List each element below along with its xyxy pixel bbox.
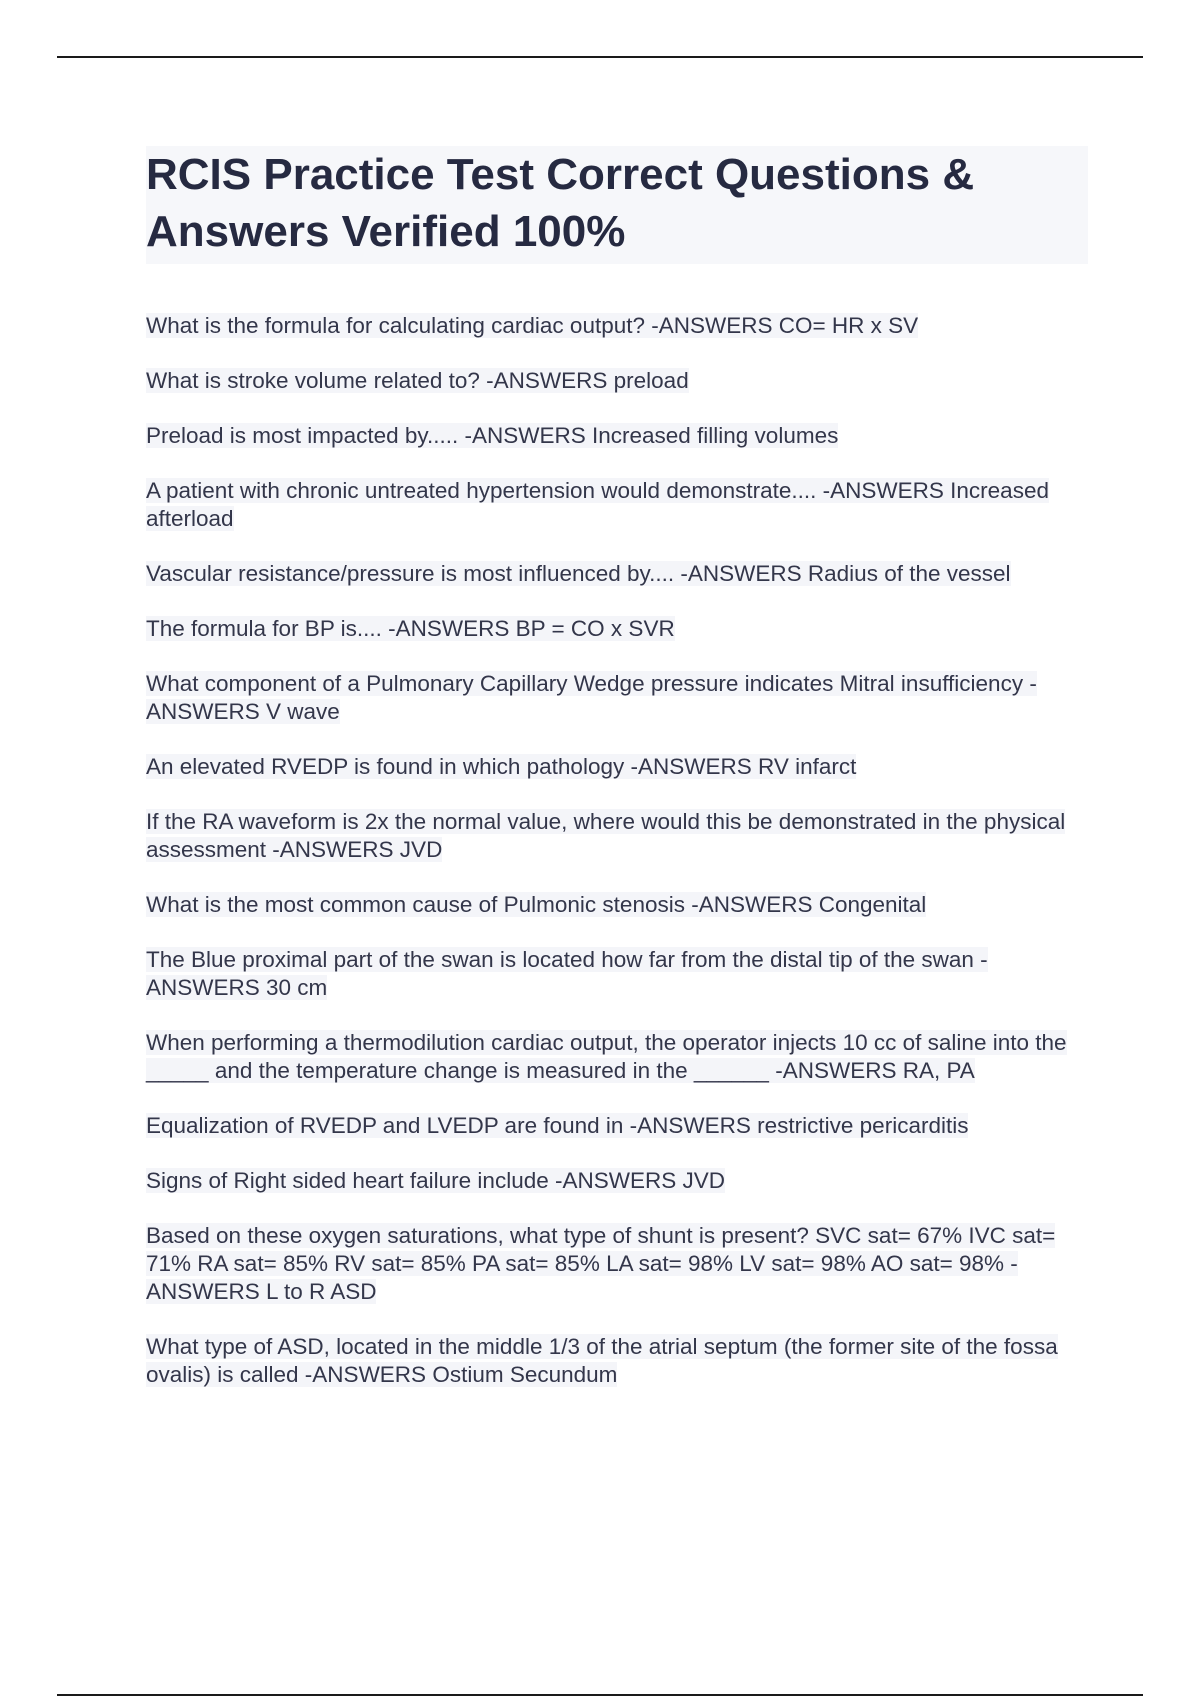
qa-item — [146, 367, 1096, 395]
qa-item-text: What type of ASD, located in the middle 1/3 of the atrial septum (the former site of the fossa ovalis) is called -ANSWERS Ostium Secundum — [146, 1334, 1058, 1387]
bottom-rule — [57, 1694, 1143, 1696]
qa-item-text: The formula for BP is.... -ANSWERS BP = CO x SVR — [146, 616, 675, 641]
qa-item-text: Preload is most impacted by..... -ANSWERS Increased filling volumes — [146, 423, 839, 448]
qa-item-text: An elevated RVEDP is found in which pathology -ANSWERS RV infarct — [146, 754, 857, 779]
top-rule — [57, 56, 1143, 58]
qa-item — [146, 422, 1096, 450]
qa-item-text: Based on these oxygen saturations, what type of shunt is present? SVC sat= 67% IVC sat= 71% RA sat= 85% RV sat= 85% PA sat= 85% LA sat= 98% LV sat= 98% AO sat= 98% -ANSWERS L to R ASD — [146, 1223, 1056, 1304]
qa-item — [146, 670, 1096, 726]
qa-item-text: A patient with chronic untreated hypertension would demonstrate.... -ANSWERS Increased afterload — [146, 478, 1049, 531]
qa-item — [146, 615, 1096, 643]
qa-item-text: The Blue proximal part of the swan is located how far from the distal tip of the swan -ANSWERS 30 cm — [146, 947, 988, 1000]
title-block — [146, 146, 1088, 264]
qa-item — [146, 753, 1096, 781]
qa-item — [146, 946, 1096, 1002]
qa-item-text: Signs of Right sided heart failure include -ANSWERS JVD — [146, 1168, 726, 1193]
qa-list — [146, 312, 1096, 1416]
page-title: RCIS Practice Test Correct Questions & Answers Verified 100% — [146, 150, 975, 256]
qa-item-text: When performing a thermodilution cardiac output, the operator injects 10 cc of saline into the _____ and the temperature change is measured in the ______ -ANSWERS RA, PA — [146, 1030, 1067, 1083]
qa-item — [146, 477, 1096, 533]
qa-item — [146, 1029, 1096, 1085]
qa-item-text: Equalization of RVEDP and LVEDP are found in -ANSWERS restrictive pericarditis — [146, 1113, 969, 1138]
qa-item — [146, 1222, 1096, 1306]
qa-item — [146, 891, 1096, 919]
qa-item-text: Vascular resistance/pressure is most influenced by.... -ANSWERS Radius of the vessel — [146, 561, 1011, 586]
qa-item — [146, 808, 1096, 864]
qa-item-text: What is stroke volume related to? -ANSWERS preload — [146, 368, 689, 393]
qa-item-text: What is the most common cause of Pulmonic stenosis -ANSWERS Congenital — [146, 892, 927, 917]
qa-item — [146, 1167, 1096, 1195]
qa-item-text: If the RA waveform is 2x the normal value, where would this be demonstrated in the physical assessment -ANSWERS JVD — [146, 809, 1066, 862]
qa-item — [146, 1333, 1096, 1389]
qa-item-text: What component of a Pulmonary Capillary Wedge pressure indicates Mitral insufficiency -ANSWERS V wave — [146, 671, 1037, 724]
qa-item — [146, 560, 1096, 588]
qa-item-text: What is the formula for calculating cardiac output? -ANSWERS CO= HR x SV — [146, 313, 919, 338]
qa-item — [146, 1112, 1096, 1140]
qa-item — [146, 312, 1096, 340]
